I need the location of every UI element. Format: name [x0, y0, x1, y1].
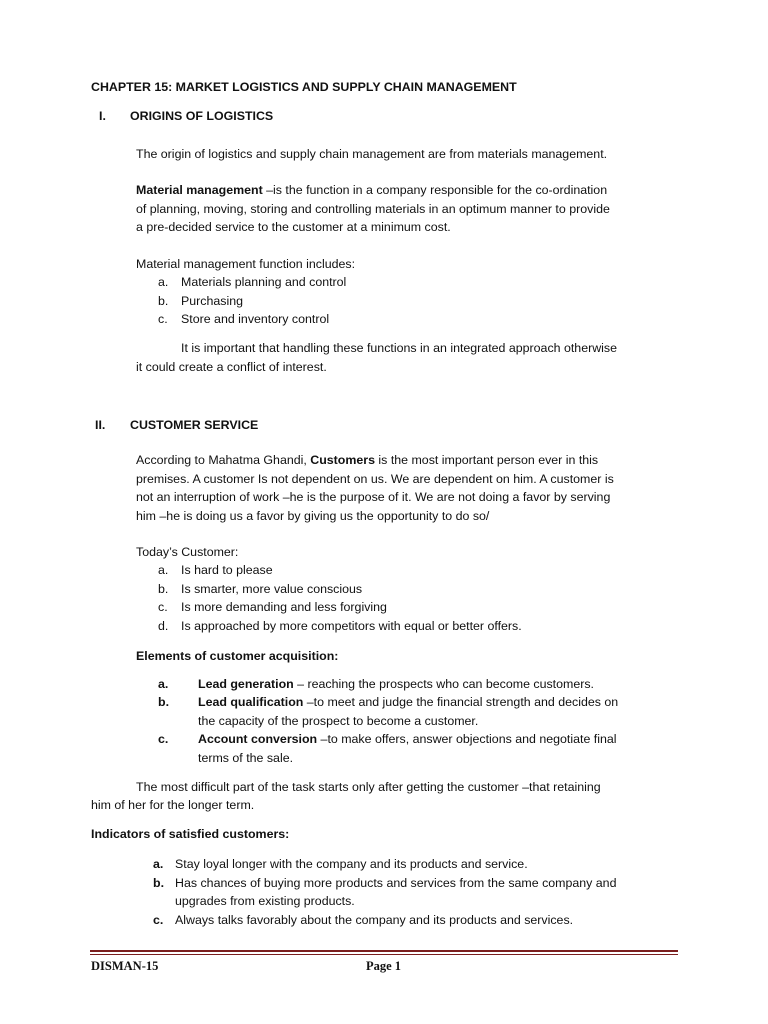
todays-intro: Today’s Customer: — [136, 545, 239, 559]
acquisition-item — [198, 693, 618, 711]
list-item-marker: d. — [158, 619, 169, 633]
acquisition-term: Account conversion — [198, 732, 318, 746]
list-item-marker: a. — [158, 275, 169, 289]
note-line-2: it could create a conflict of interest. — [136, 360, 327, 374]
acquisition-continuation: terms of the sale. — [198, 751, 294, 765]
section2-numeral: II. — [95, 418, 106, 432]
section1-intro: The origin of logistics and supply chain management are from materials management. — [136, 147, 608, 161]
list-item: Is smarter, more value conscious — [181, 582, 363, 596]
acquisition-term: Lead qualification — [198, 695, 304, 709]
list-item: Store and inventory control — [181, 312, 330, 326]
list-item-marker: c. — [153, 913, 164, 927]
quote-term: Customers — [310, 453, 375, 467]
retention-line-2: him of her for the longer term. — [91, 798, 255, 812]
acquisition-text: – reaching the prospects who can become customers. — [293, 677, 594, 691]
list-item-marker: c. — [158, 732, 169, 746]
quote-line-2: premises. A customer Is not dependent on us. We are dependent on him. A customer is — [136, 472, 614, 486]
acquisition-text: –to make offers, answer objections and negotiate final — [317, 732, 617, 746]
functions-intro: Material management function includes: — [136, 257, 356, 271]
acquisition-continuation: the capacity of the prospect to become a customer. — [198, 714, 479, 728]
quote-lead: According to Mahatma Ghandi, — [136, 453, 311, 467]
section1-heading: ORIGINS OF LOGISTICS — [130, 109, 274, 123]
list-item-marker: a. — [158, 677, 169, 691]
footer-rule-thick — [90, 950, 678, 952]
quote-first: is the most important person ever in this — [374, 453, 599, 467]
list-item: Materials planning and control — [181, 275, 347, 289]
list-item-marker: a. — [158, 563, 169, 577]
list-item: Is approached by more competitors with equal or better offers. — [181, 619, 522, 633]
list-item: Is hard to please — [181, 563, 273, 577]
list-item-marker: c. — [158, 600, 168, 614]
chapter-title: CHAPTER 15: MARKET LOGISTICS AND SUPPLY CHAIN MANAGEMENT — [91, 80, 517, 94]
definition-line-2: of planning, moving, storing and controlling materials in an optimum manner to provide — [136, 202, 610, 216]
list-item: Is more demanding and less forgiving — [181, 600, 387, 614]
acquisition-text: –to meet and judge the financial strength and decides on — [303, 695, 619, 709]
definition-line-1 — [136, 181, 684, 199]
page-number: Page 1 — [366, 959, 402, 973]
acquisition-term: Lead generation — [198, 677, 294, 691]
list-item-marker: b. — [158, 695, 170, 709]
footer-rule-thin — [90, 954, 678, 955]
indicator-continuation: upgrades from existing products. — [175, 894, 355, 908]
definition-term: Material management — [136, 183, 263, 197]
list-item: Purchasing — [181, 294, 243, 308]
list-item-marker: a. — [153, 857, 164, 871]
acquisition-heading: Elements of customer acquisition: — [136, 649, 339, 663]
quote-line-1 — [136, 451, 684, 469]
list-item-marker: c. — [158, 312, 168, 326]
indicator-item: Stay loyal longer with the company and its products and service. — [175, 857, 528, 871]
section1-numeral: I. — [99, 109, 106, 123]
section2-heading: CUSTOMER SERVICE — [130, 418, 259, 432]
list-item-marker: b. — [153, 876, 165, 890]
indicator-item: Has chances of buying more products and services from the same company and — [175, 876, 617, 890]
acquisition-item — [198, 730, 617, 748]
indicator-item: Always talks favorably about the company and its products and services. — [175, 913, 574, 927]
definition-text: –is the function in a company responsible for the co-ordination — [262, 183, 608, 197]
quote-line-4: him –he is doing us a favor by giving us the opportunity to do so/ — [136, 509, 490, 523]
retention-line-1: The most difficult part of the task starts only after getting the customer –that retaining — [136, 780, 601, 794]
quote-line-3: not an interruption of work –he is the purpose of it. We are not doing a favor by serving — [136, 490, 611, 504]
acquisition-item — [198, 675, 594, 693]
list-item-marker: b. — [158, 582, 169, 596]
list-item-marker: b. — [158, 294, 169, 308]
indicators-heading: Indicators of satisfied customers: — [91, 827, 290, 841]
definition-line-3: a pre-decided service to the customer at a minimum cost. — [136, 220, 451, 234]
footer-label: DISMAN-15 — [91, 959, 159, 973]
note-line-1: It is important that handling these functions in an integrated approach otherwise — [181, 341, 618, 355]
